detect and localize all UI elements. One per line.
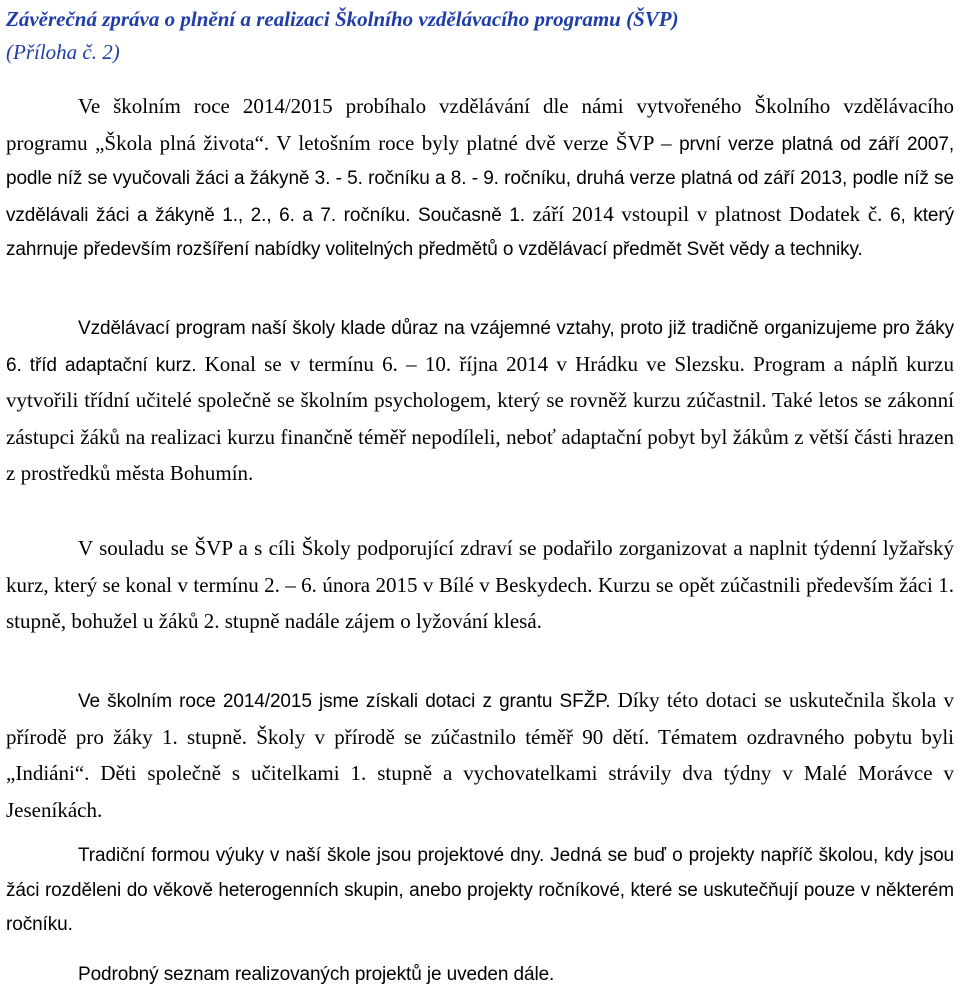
text-run: Konal se v termínu 6. – 10. října 2014 v Hrádku ve Slezsku. Program a náplň kurzu vytvořili třídní učitelé společně se školním psychologem, který se rovněž kurzu zúčastnil. Také letos se zákonní zástupci žáků na realizaci kurzu finančně téměř nepodíleli, neboť adaptační pobyt byl žákům z větší části hrazen z prostředků města Bohumín. <box>6 351 954 485</box>
text-run: Ve školním roce 2014/2015 probíhalo vzdělávání dle námi vytvořeného Školního vzdělávacího programu „Škola plná života“. V letošním roce byly platné dvě verze ŠVP – <box>6 94 954 155</box>
paragraph-curriculum-versions <box>6 89 954 268</box>
document-title <box>6 3 954 69</box>
text-run: Vzdělávací program naší školy klade důraz na vzájemné vztahy, proto již tradičně organizujeme pro žáky 6. tříd adaptační kurz. <box>6 318 954 376</box>
title-text: Závěrečná zpráva o plnění a realizaci Školního vzdělávacího programu (ŠVP) <box>6 7 679 31</box>
paragraph-adaptation-course <box>6 312 954 493</box>
text-run: Díky této dotaci se uskutečnila škola v přírodě pro žáky 1. stupně. Školy v přírodě se zúčastnilo téměř 90 dětí. Tématem ozdravného pobytu byli „Indiáni“. Děti společně s učitelkami 1. stupně a vychovatelkami strávily dva týdny v Malé Morávce v Jeseníkách. <box>6 688 954 822</box>
title-attachment-note: (Příloha č. 2) <box>6 40 120 64</box>
text-run: září 2014 vstoupil v platnost Dodatek č. <box>532 201 891 226</box>
text-run: Podrobný seznam realizovaných projektů je uveden dále. <box>78 964 555 985</box>
paragraph-ski-course <box>6 531 954 641</box>
text-run: V souladu se ŠVP a s cíli Školy podporující zdraví se podařilo zorganizovat a naplnit týdenní lyžařský kurz, který se konal v termínu 2. – 6. února 2015 v Bílé v Beskydech. Kurzu se opět zúčastnili především žáci 1. stupně, bohužel u žáků 2. stupně nadále zájem o lyžování klesá. <box>6 536 954 633</box>
paragraph-projects-list-note <box>6 958 954 993</box>
text-run: 6, který zahrnuje především rozšíření nabídky volitelných předmětů o vzdělávací předmět Svět vědy a techniky. <box>6 204 954 260</box>
paragraph-project-days <box>6 839 954 943</box>
text-run: první verze platná od září 2007, podle níž se vyučovali žáci a žákyně 3. - 5. ročníku a 8. - 9. ročníku, druhá verze platná od září 2013, podle níž se vzdělávali žáci a žákyně 1., 2., 6. a 7. ročníku. Současně 1. <box>6 133 955 226</box>
text-run: Ve školním roce 2014/2015 jsme získali dotaci z grantu SFŽP. <box>78 691 618 712</box>
text-run: Tradiční formou výuky v naší škole jsou projektové dny. Jedná se buď o projekty napříč školou, kdy jsou žáci rozděleni do věkově heterogenních skupin, anebo projekty ročníkové, které se uskutečňují pouze v některém ročníku. <box>6 845 954 935</box>
paragraph-nature-school <box>6 683 954 829</box>
